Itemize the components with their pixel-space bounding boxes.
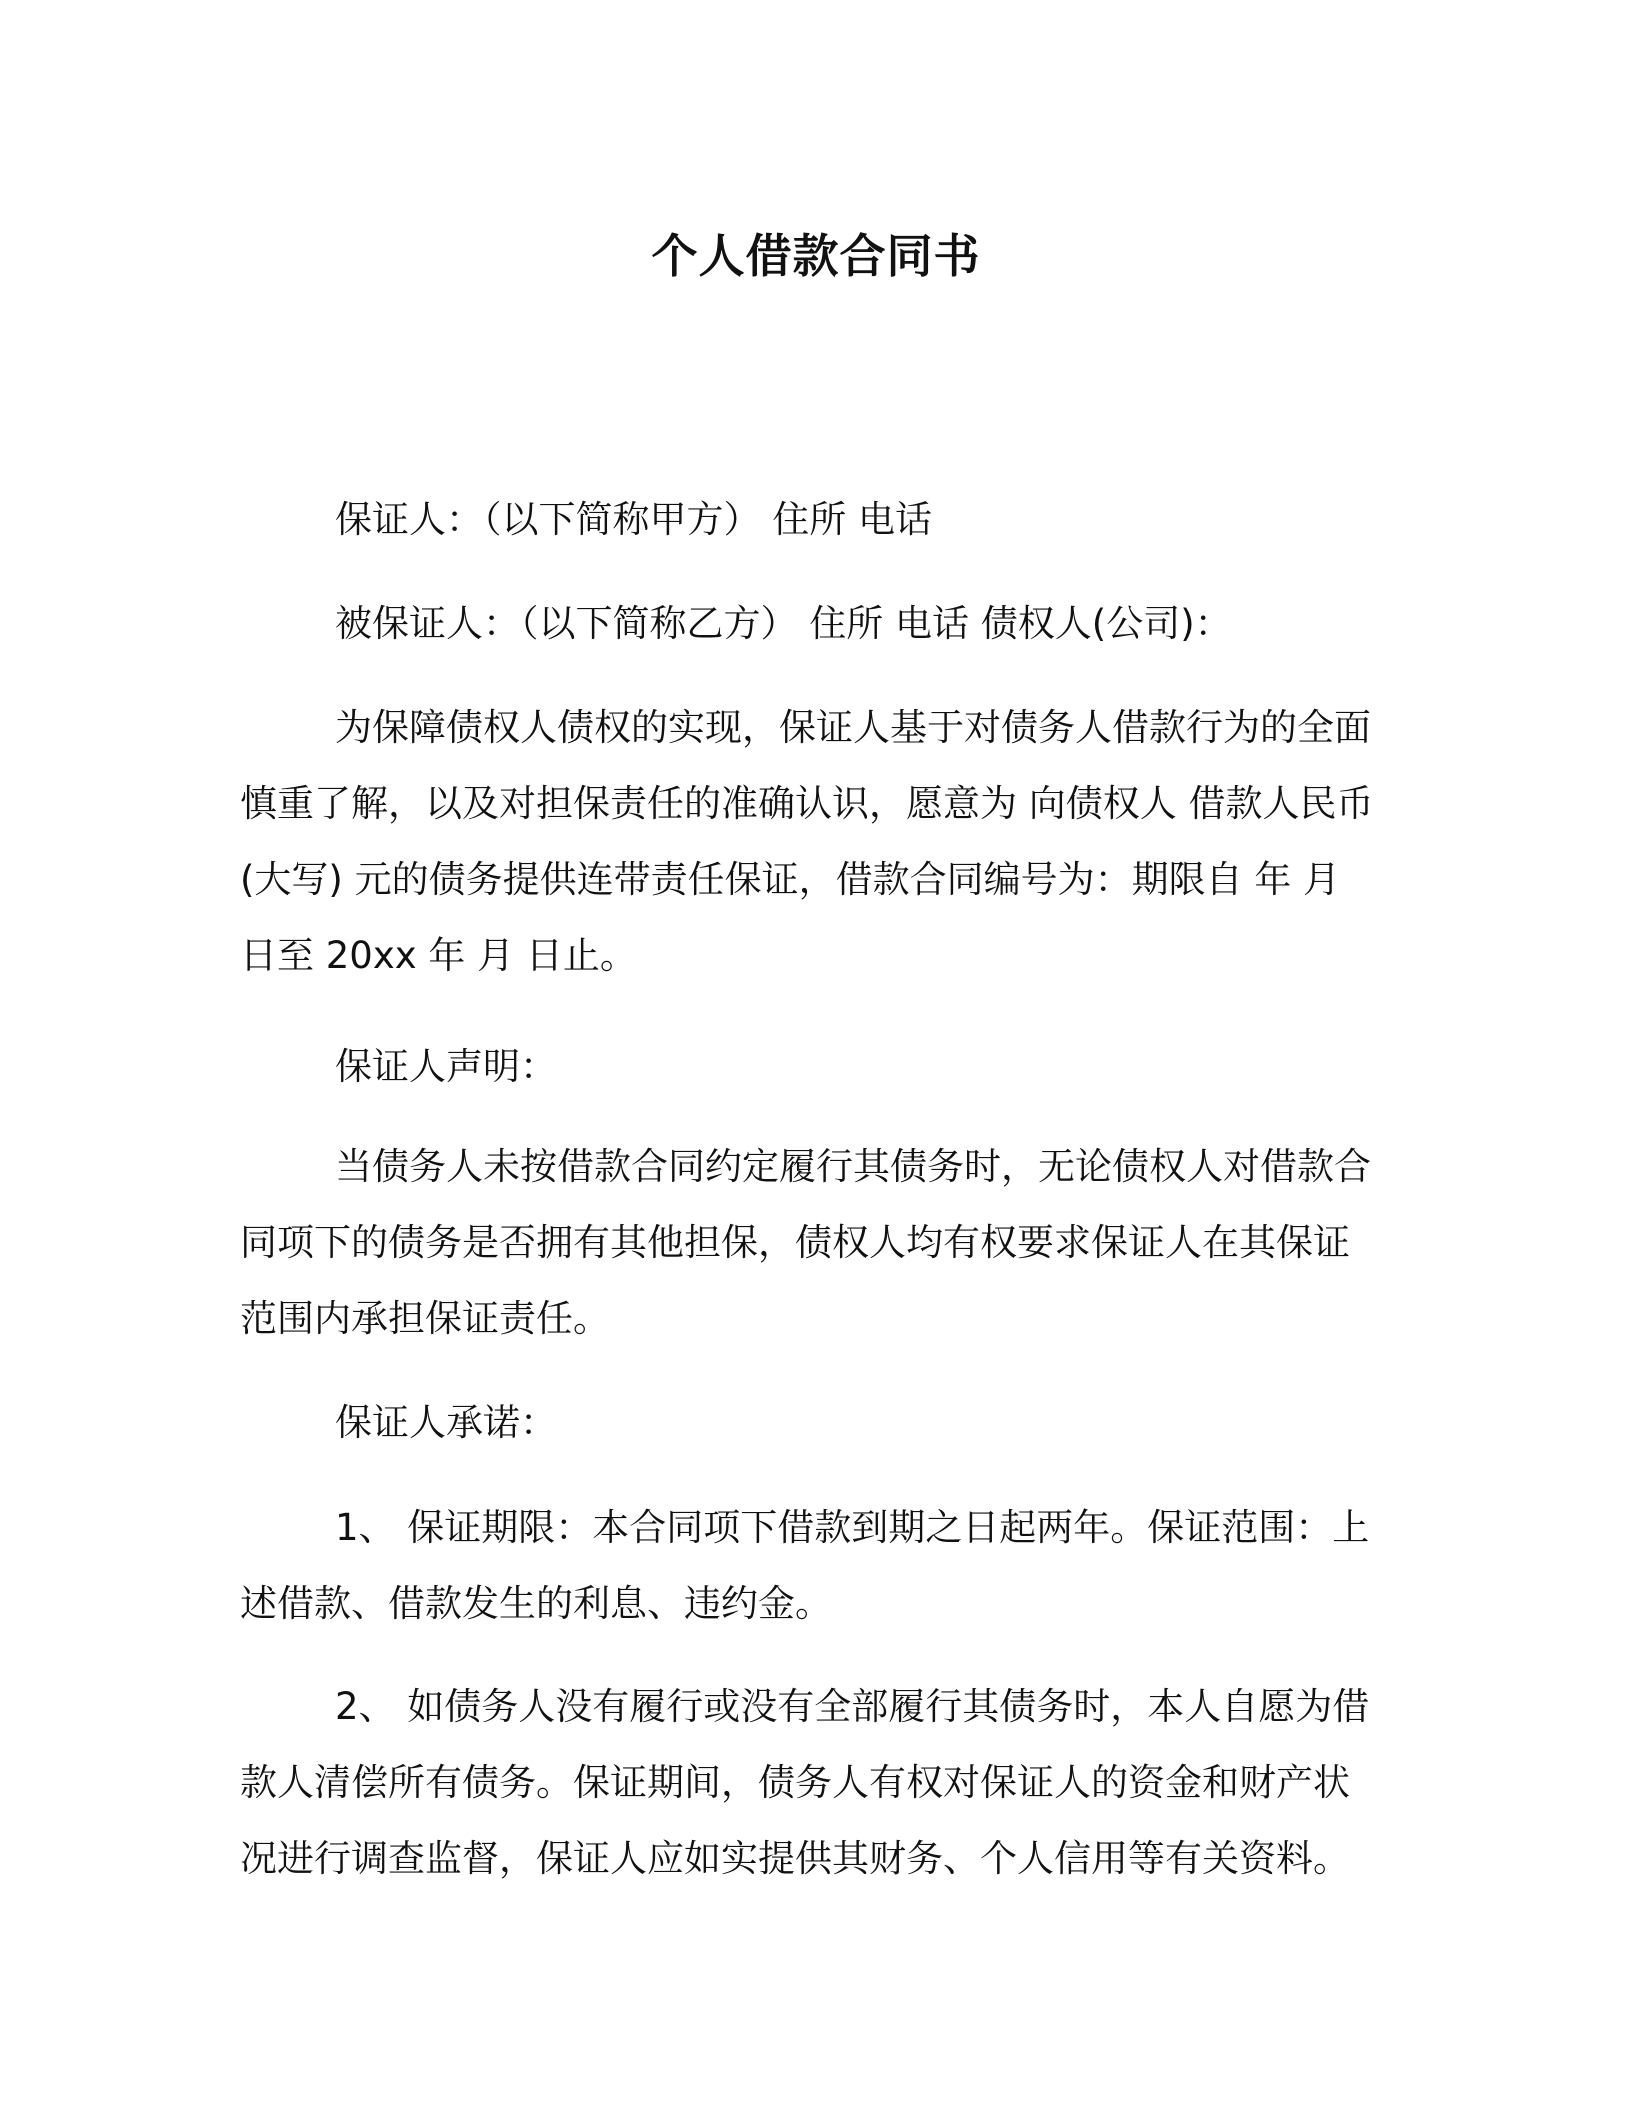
- guaranteed-party-line: 被保证人：（以下简称乙方） 住所 电话 债权人(公司)：: [335, 602, 1232, 645]
- guarantor-line: 保证人：（以下简称甲方） 住所 电话: [335, 498, 933, 541]
- document-title: 个人借款合同书: [651, 229, 981, 283]
- declaration-paragraph: 当债务人未按借款合同约定履行其债务时，无论债权人对借款合同项下的债务是否拥有其他担保，债权人均有权要求保证人在其保证范围内承担保证责任。: [240, 1145, 1371, 1340]
- purpose-paragraph: 为保障债权人债权的实现，保证人基于对债务人借款行为的全面慎重了解，以及对担保责任的准确认识，愿意为 向债权人 借款人民币(大写) 元的债务提供连带责任保证，借款合同编号为：期限自 年 月 日至 20xx 年 月 日止。: [240, 706, 1374, 977]
- commitment-item-1: 1、 保证期限：本合同项下借款到期之日起两年。保证范围：上述借款、借款发生的利息、违约金。: [240, 1506, 1370, 1625]
- declaration-heading: 保证人声明：: [335, 1045, 557, 1088]
- commitment-heading: 保证人承诺：: [335, 1401, 557, 1444]
- commitment-item-2: 2、 如债务人没有履行或没有全部履行其债务时，本人自愿为借款人清偿所有债务。保证期间，债务人有权对保证人的资金和财产状况进行调查监督，保证人应如实提供其财务、个人信用等有关资料。: [240, 1685, 1370, 1880]
